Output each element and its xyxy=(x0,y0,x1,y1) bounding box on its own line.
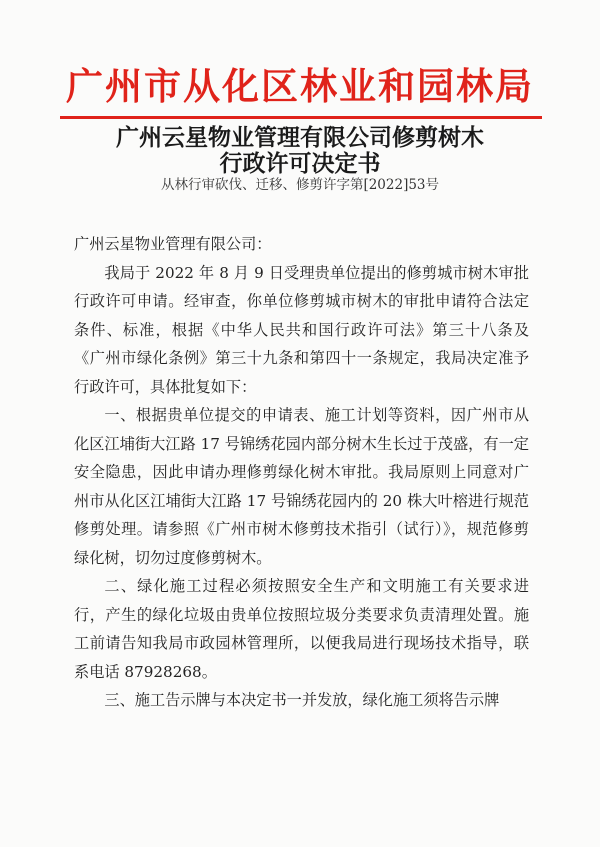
paragraph-intro: 我局于 2022 年 8 月 9 日受理贵单位提出的修剪城市树木审批行政许可申请。经审查，你单位修剪城市树木的审批申请符合法定条件、标准，根据《中华人民共和国行政许可法》第三十八条及《广州市绿化条例》第三十九条和第四十一条规定，我局决定准予行政许可，具体批复如下： xyxy=(74,263,529,396)
paragraph-item-3: 三、施工告示牌与本决定书一并发放，绿化施工须将告示牌 xyxy=(104,691,500,709)
document-body xyxy=(74,230,529,715)
red-divider-line xyxy=(60,116,542,119)
addressee: 广州云星物业管理有限公司： xyxy=(74,235,272,253)
paragraph-item-1: 一、根据贵单位提交的申请表、施工计划等资料，因广州市从化区江埔街大江路 17 号锦绣花园内部分树木生长过于茂盛，有一定安全隐患，因此申请办理修剪绿化树木审批。我局原则上同意对广州市从化区江埔街大江路 17 号锦绣花园内的 20 株大叶榕进行规范修剪处理。请参照《广州市树木修剪技术指引（试行）》，规范修剪绿化树，切勿过度修剪树木。 xyxy=(74,406,529,567)
paragraph-item-2: 二、绿化施工过程必须按照安全生产和文明施工有关要求进行，产生的绿化垃圾由贵单位按照垃圾分类要求负责清理处置。施工前请告知我局市政园林管理所，以便我局进行现场技术指导，联系电话 87928268。 xyxy=(74,577,529,681)
document-title-line1: 广州云星物业管理有限公司修剪树木 xyxy=(116,124,484,151)
issuer-header: 广州市从化区林业和园林局 xyxy=(66,64,534,108)
document-number: 从林行审砍伐、迁移、修剪许字第[2022]53号 xyxy=(160,177,440,193)
document-title-line2: 行政许可决定书 xyxy=(219,150,381,177)
